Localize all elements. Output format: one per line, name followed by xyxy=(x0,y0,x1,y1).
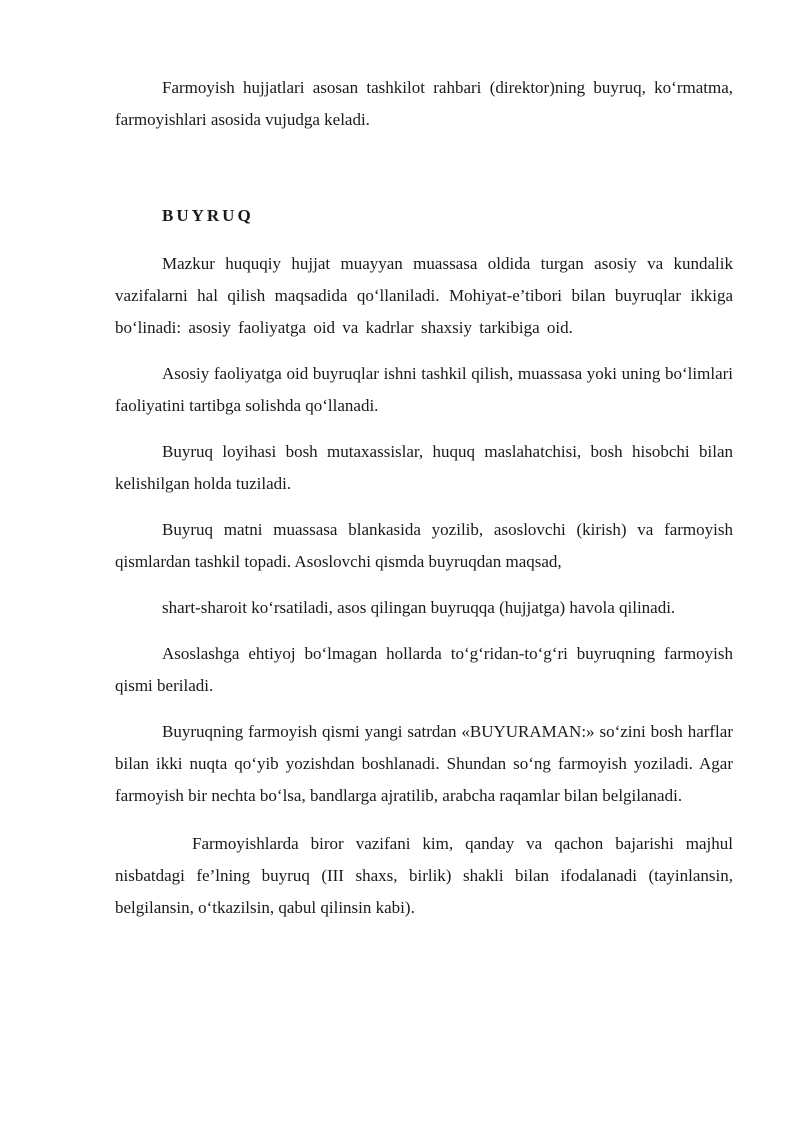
paragraph-1: Mazkur huquqiy hujjat muayyan muassasa oldida turgan asosiy va kundalik vazifalarni hal qilish maqsadida qo‘llaniladi. Mohiyat-e’tibori bilan buyruqlar ikkiga bo‘linadi: asosiy faoliyatga oid va kadrlar shaxsiy tarkibiga oid. xyxy=(115,254,733,337)
paragraph-5: shart-sharoit ko‘rsatiladi, asos qilingan buyruqqa (hujjatga) havola qilinadi. xyxy=(162,598,676,617)
paragraph-7: Buyruqning farmoyish qismi yangi satrdan «BUYURAMAN:» so‘zini bosh harflar bilan ikki nuqta qo‘yib yozishdan boshlanadi. Shundan so‘ng farmoyish yoziladi. Agar farmoyish bir nechta bo‘lsa, bandlarga ajratilib, arabcha raqamlar bilan belgilanadi. xyxy=(115,722,733,805)
section-heading: BUYRUQ xyxy=(162,206,254,225)
intro-paragraph: Farmoyish hujjatlari asosan tashkilot rahbari (direktor)ning buyruq, ko‘rmatma, farmoyishlari asosida vujudga keladi. xyxy=(115,78,733,129)
paragraph-3: Buyruq loyihasi bosh mutaxassislar, huquq maslahatchisi, bosh hisobchi bilan kelishilgan holda tuziladi. xyxy=(115,442,733,493)
paragraph-2: Asosiy faoliyatga oid buyruqlar ishni tashkil qilish, muassasa yoki uning bo‘limlari faoliyatini tartibga solishda qo‘llanadi. xyxy=(115,364,733,415)
paragraph-8: Farmoyishlarda biror vazifani kim, qanday va qachon bajarishi majhul nisbatdagi fe’lning buyruq (III shaxs, birlik) shakli bilan ifodalanadi (tayinlansin, belgilansin, o‘tkazilsin, qabul qilinsin kabi). xyxy=(115,834,733,917)
paragraph-4: Buyruq matni muassasa blankasida yozilib, asoslovchi (kirish) va farmoyish qismlardan tashkil topadi. Asoslovchi qismda buyruqdan maqsad, xyxy=(115,520,733,571)
document-page xyxy=(115,72,733,924)
paragraph-6: Asoslashga ehtiyoj bo‘lmagan hollarda to‘g‘ridan-to‘g‘ri buyruqning farmoyish qismi beriladi. xyxy=(115,644,733,695)
spacer xyxy=(115,136,733,200)
